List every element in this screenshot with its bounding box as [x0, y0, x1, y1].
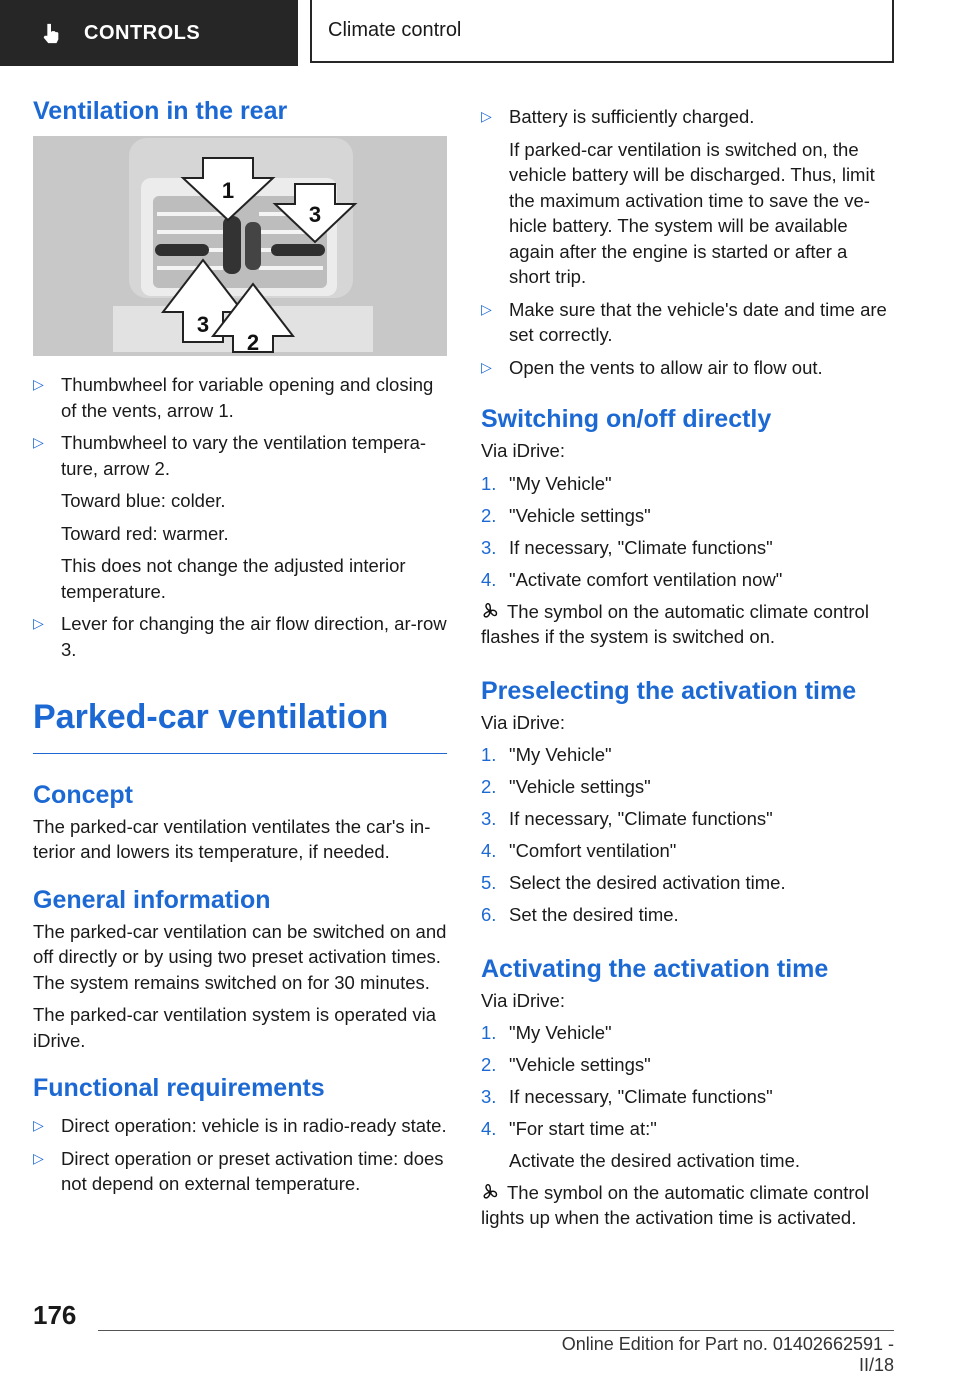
- preselect-steps: [481, 742, 887, 928]
- edition-note: Online Edition for Part no. 01402662591 - II/18: [561, 1334, 894, 1375]
- chapter-tab[interactable]: [310, 0, 894, 63]
- list-item: ▷ Thumbwheel to vary the ventilation tempera-ture, arrow 2. Toward blue: colder. Toward red: warmer. This does not change the adjusted interior temperature.: [33, 432, 427, 602]
- triangle-bullet-icon: ▷: [33, 1149, 44, 1166]
- ventilation-rear-heading: Ventilation in the rear: [33, 97, 288, 125]
- step-item: 6. Set the desired time.: [481, 904, 679, 925]
- figure-label-3-right: 3: [308, 202, 322, 227]
- right-column: [481, 104, 887, 1238]
- rear-vents-figure: [33, 136, 447, 356]
- triangle-bullet-icon: ▷: [33, 615, 44, 631]
- step-item: 4. "For start time at:" Activate the desired activation time.: [481, 1118, 801, 1171]
- via-idrive-label: Via iDrive:: [481, 989, 565, 1011]
- triangle-bullet-icon: ▷: [481, 300, 492, 317]
- step-item: 1. "My Vehicle": [481, 1022, 612, 1043]
- step-item: 1. "My Vehicle": [481, 472, 612, 494]
- step-item: 2. "Vehicle settings": [481, 776, 651, 797]
- triangle-bullet-icon: ▷: [33, 1117, 44, 1133]
- list-item: ▷ Lever for changing the air flow direction, ar-row 3.: [33, 613, 447, 660]
- general-info-text-1: The parked-car ventilation can be switched on and off directly or by using two preset activation times. The system remains switched on for 30 minutes.: [33, 920, 447, 993]
- list-item: ▷ Direct operation or preset activation time: does not depend on external temperature.: [33, 1147, 444, 1194]
- step-item: 3. If necessary, "Climate functions": [481, 1086, 773, 1107]
- via-idrive-label: Via iDrive:: [481, 440, 565, 461]
- list-item: ▷ Direct operation: vehicle is in radio-ready state.: [33, 1113, 447, 1139]
- title-rule: [33, 753, 447, 754]
- page-number: 176: [33, 1300, 77, 1330]
- ventilation-fan-icon: [481, 602, 499, 620]
- activating-note: The symbol on the automatic climate control lights up when the activation time is activated.: [481, 1181, 869, 1228]
- activating-steps: [481, 1020, 887, 1173]
- activating-heading: Activating the activation time: [481, 954, 829, 983]
- list-item: ▷ Thumbwheel for variable opening and closing of the vents, arrow 1.: [33, 374, 434, 421]
- concept-text: The parked-car ventilation ventilates the car's in-terior and lowers its temperature, if needed.: [33, 815, 431, 862]
- triangle-bullet-icon: ▷: [33, 376, 44, 392]
- preselecting-heading: Preselecting the activation time: [481, 676, 857, 705]
- chapter-label: Climate control: [328, 19, 462, 41]
- list-item: ▷ Open the vents to allow air to flow out.: [481, 355, 887, 381]
- step-item: 3. If necessary, "Climate functions": [481, 808, 773, 829]
- footer-rule: [98, 1330, 894, 1331]
- step-item: 5. Select the desired activation time.: [481, 872, 786, 893]
- triangle-bullet-icon: ▷: [33, 434, 44, 450]
- section-tab[interactable]: [0, 0, 298, 66]
- step-item: 2. "Vehicle settings": [481, 1054, 651, 1075]
- figure-label-3-left: 3: [196, 312, 210, 337]
- switching-steps: [481, 471, 887, 593]
- step-item: 2. "Vehicle settings": [481, 504, 651, 526]
- vent-bullet-list: [33, 372, 447, 662]
- via-idrive-label: Via iDrive:: [481, 711, 565, 733]
- ventilation-fan-icon: [481, 1183, 499, 1201]
- general-info-heading: General information: [33, 885, 271, 914]
- list-item: ▷ Make sure that the vehicle's date and time are set correctly.: [481, 298, 887, 345]
- func-bullet-list: [33, 1113, 447, 1197]
- hand-pointer-icon: [40, 22, 62, 44]
- functional-requirements-heading: Functional requirements: [33, 1074, 325, 1102]
- triangle-bullet-icon: ▷: [481, 358, 492, 375]
- requirements-continued-list: [481, 104, 887, 380]
- figure-label-1: 1: [221, 178, 235, 203]
- step-item: 4. "Comfort ventilation": [481, 840, 677, 861]
- step-item: 1. "My Vehicle": [481, 744, 612, 765]
- parked-car-title: Parked-car ventilation: [33, 698, 389, 736]
- switching-heading: Switching on/off directly: [481, 405, 772, 433]
- list-item: ▷ Battery is sufficiently charged. If parked-car ventilation is switched on, the vehicle battery will be discharged. Thus, limit the maximum activation time to save the ve-hicle battery. The system will be available again after the engine is started or after a short trip.: [481, 106, 875, 287]
- triangle-bullet-icon: ▷: [481, 108, 492, 124]
- left-column: [33, 96, 447, 1205]
- concept-heading: Concept: [33, 780, 133, 809]
- switching-note: The symbol on the automatic climate control flashes if the system is switched on.: [481, 600, 869, 647]
- page-header: [0, 0, 960, 66]
- section-label: CONTROLS: [84, 21, 201, 44]
- step-item: 3. If necessary, "Climate functions": [481, 536, 773, 558]
- step-item: 4. "Activate comfort ventilation now": [481, 568, 783, 590]
- general-info-text-2: The parked-car ventilation system is operated via iDrive.: [33, 1004, 437, 1051]
- figure-label-2: 2: [246, 330, 260, 355]
